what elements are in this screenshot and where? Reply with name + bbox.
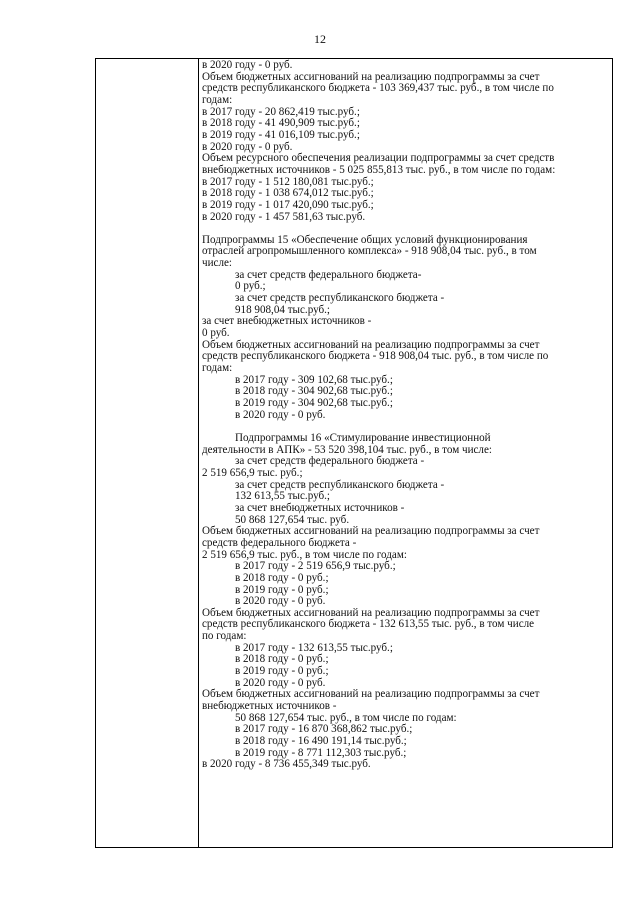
text-line: за счет средств федерального бюджета - bbox=[235, 455, 425, 468]
text-line: в 2019 году - 8 771 112,303 тыс.руб.; bbox=[235, 746, 407, 759]
text-line: Подпрограммы 16 «Стимулирование инвестиционной bbox=[235, 431, 491, 444]
subprogram-16-block bbox=[202, 433, 612, 771]
text-line: 50 868 127,654 тыс. руб., в том числе по годам: bbox=[235, 711, 457, 724]
text-line: 0 руб. bbox=[202, 327, 230, 340]
text-line: в 2019 году - 41 016,109 тыс.руб.; bbox=[202, 128, 360, 141]
text-line: Объем бюджетных ассигнований на реализацию подпрограммы за счет bbox=[202, 688, 540, 701]
text-line: Подпрограммы 15 «Обеспечение общих условий функционирования bbox=[202, 233, 528, 246]
text-line: 918 908,04 тыс.руб.; bbox=[235, 303, 330, 316]
text-line: 132 613,55 тыс.руб.; bbox=[235, 490, 330, 503]
text-line: отраслей агропромышленного комплекса» - 918 908,04 тыс. руб., в том bbox=[202, 245, 537, 258]
text-line: 2 519 656,9 тыс. руб.; bbox=[202, 466, 303, 479]
text-line: 0 руб.; bbox=[235, 280, 266, 293]
text-line: в 2017 году - 1 512 180,081 тыс.руб.; bbox=[202, 175, 374, 188]
text-line: в 2020 году - 0 руб. bbox=[202, 140, 293, 153]
text-line: 50 868 127,654 тыс. руб. bbox=[235, 513, 350, 526]
text-line: в 2017 году - 309 102,68 тыс.руб.; bbox=[235, 373, 393, 386]
text-line: Объем бюджетных ассигнований на реализацию подпрограммы за счет bbox=[202, 525, 540, 538]
text-line: в 2019 году - 304 902,68 тыс.руб.; bbox=[235, 397, 393, 410]
text-line: в 2017 году - 16 870 368,862 тыс.руб.; bbox=[235, 723, 413, 736]
text-line: в 2018 году - 0 руб.; bbox=[235, 653, 329, 666]
text-line: в 2020 году - 0 руб. bbox=[235, 595, 326, 608]
table-cell-content bbox=[202, 60, 612, 771]
text-line: за счет внебюджетных источников - bbox=[202, 315, 372, 328]
text-line: годам: bbox=[202, 93, 233, 106]
text-line: за счет средств федерального бюджета- bbox=[235, 268, 422, 281]
text-line: в 2020 году - 0 руб. bbox=[235, 676, 326, 689]
page-number: 12 bbox=[314, 32, 326, 46]
text-line: Объем бюджетных ассигнований на реализацию подпрограммы за счет bbox=[202, 606, 540, 619]
text-line: внебюджетных источников - 5 025 855,813 тыс. руб., в том числе по годам: bbox=[202, 163, 556, 176]
text-line: в 2019 году - 0 руб.; bbox=[235, 583, 329, 596]
text-line: в 2017 году - 20 862,419 тыс.руб.; bbox=[202, 105, 360, 118]
text-line: годам: bbox=[202, 362, 233, 375]
text-line: в 2018 году - 304 902,68 тыс.руб.; bbox=[235, 385, 393, 398]
text-line: средств республиканского бюджета - 132 613,55 тыс. руб., в том числе bbox=[202, 618, 535, 631]
text-line: в 2017 году - 2 519 656,9 тыс.руб.; bbox=[235, 560, 396, 573]
text-line: средств республиканского бюджета - 918 908,04 тыс. руб., в том числе по bbox=[202, 350, 549, 363]
text-line: 2 519 656,9 тыс. руб., в том числе по годам: bbox=[202, 548, 407, 561]
text-line: средств республиканского бюджета - 103 369,437 тыс. руб., в том числе по bbox=[202, 82, 554, 95]
text-line: за счет внебюджетных источников - bbox=[235, 501, 405, 514]
document-table bbox=[95, 58, 613, 848]
text-line: в 2020 году - 0 руб. bbox=[235, 408, 326, 421]
funding-block-1 bbox=[202, 60, 612, 223]
text-line: внебюджетных источников - bbox=[202, 700, 337, 713]
text-line: в 2018 году - 0 руб.; bbox=[235, 571, 329, 584]
text-line: в 2018 году - 16 490 191,14 тыс.руб.; bbox=[235, 735, 407, 748]
text-line: в 2018 году - 1 038 674,012 тыс.руб.; bbox=[202, 187, 374, 200]
text-line: в 2017 году - 132 613,55 тыс.руб.; bbox=[235, 641, 393, 654]
text-line: деятельности в АПК» - 53 520 398,104 тыс. руб., в том числе: bbox=[202, 443, 492, 456]
text-line: по годам: bbox=[202, 630, 247, 643]
text-line: числе: bbox=[202, 257, 232, 270]
text-line: за счет средств республиканского бюджета - bbox=[235, 478, 445, 491]
text-line: Объем ресурсного обеспечения реализации подпрограммы за счет средств bbox=[202, 152, 555, 165]
column-divider bbox=[198, 59, 199, 847]
text-line: средств федерального бюджета - bbox=[202, 536, 357, 549]
text-line: за счет средств республиканского бюджета - bbox=[235, 292, 445, 305]
text-line: Объем бюджетных ассигнований на реализацию подпрограммы за счет bbox=[202, 338, 540, 351]
text-line: Объем бюджетных ассигнований на реализацию подпрограммы за счет bbox=[202, 70, 540, 83]
text-line: в 2018 году - 41 490,909 тыс.руб.; bbox=[202, 117, 360, 130]
text-line: в 2019 году - 1 017 420,090 тыс.руб.; bbox=[202, 198, 374, 211]
text-line: в 2020 году - 8 736 455,349 тыс.руб. bbox=[202, 758, 371, 771]
text-line: в 2019 году - 0 руб.; bbox=[235, 665, 329, 678]
text-line: в 2020 году - 0 руб. bbox=[202, 59, 293, 71]
text-line: в 2020 году - 1 457 581,63 тыс.руб. bbox=[202, 210, 366, 223]
subprogram-15-block bbox=[202, 235, 612, 422]
